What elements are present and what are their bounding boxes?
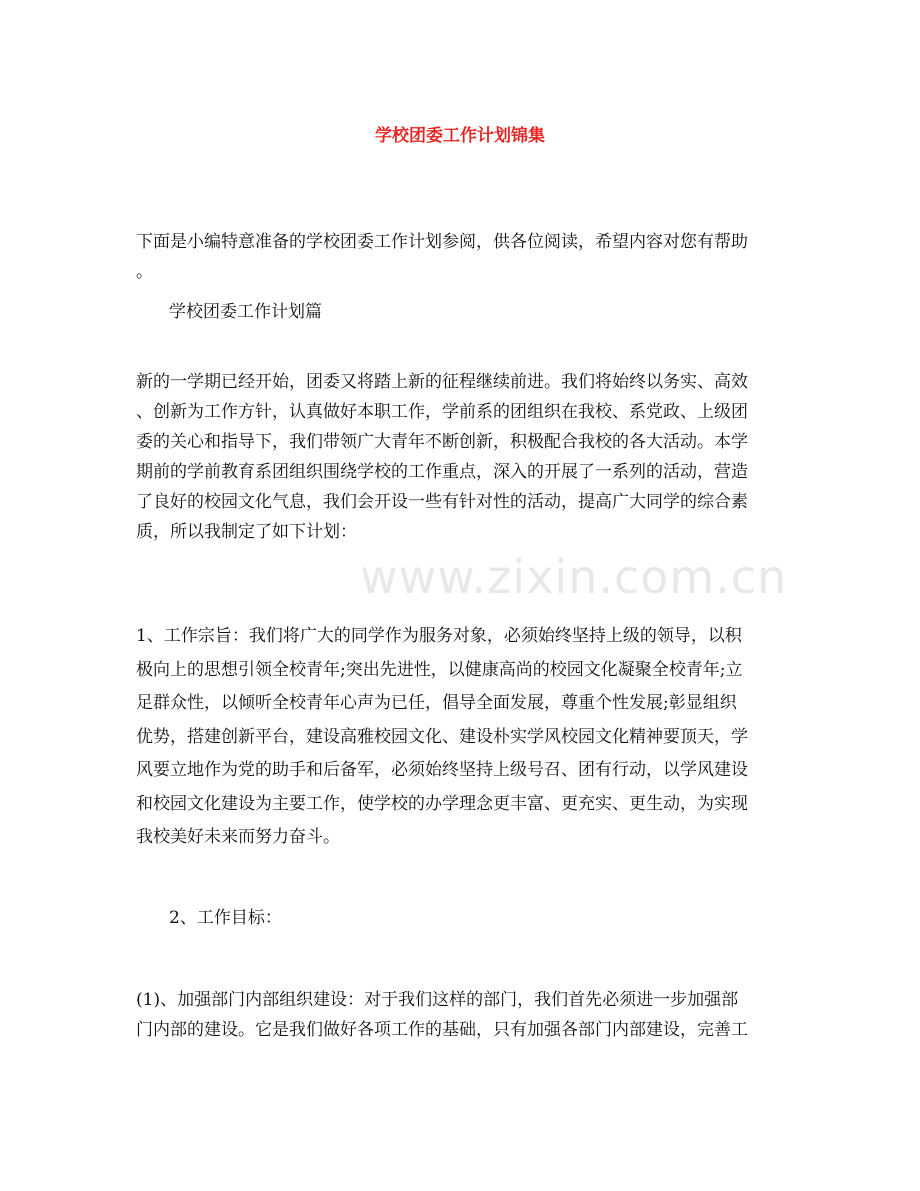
text-line: 和校园文化建设为主要工作，使学校的办学理念更丰富、更充实、更生动，为实现	[136, 793, 748, 814]
text-line: 我校美好未来而努力奋斗。	[136, 827, 340, 847]
text-line: 。	[136, 262, 153, 282]
text-line: 风要立地作为党的助手和后备军，必须始终坚持上级号召、团有行动，以学风建设	[136, 760, 748, 780]
text-line: 足群众性，以倾听全校青年心声为已任，倡导全面发展，尊重个性发展;彰显组织	[136, 693, 737, 713]
body-paragraph-1	[136, 367, 786, 547]
text-line: 委的关心和指导下，我们带领广大青年不断创新，积极配合我校的各大活动。本学	[136, 432, 748, 452]
text-line: (1)、加强部门内部组织建设：对于我们这样的部门，我们首先必须进一步加强部	[136, 990, 739, 1010]
text-line: 新的一学期已经开始，团委又将踏上新的征程继续前进。我们将始终以务实、高效	[136, 372, 748, 392]
text-line: 了良好的校园文化气息，我们会开设一些有针对性的活动，提高广大同学的综合素	[136, 492, 748, 512]
text-line: 门内部的建设。它是我们做好各项工作的基础，只有加强各部门内部建设，完善工	[136, 1020, 748, 1040]
body-paragraph-2	[136, 620, 786, 855]
text-line: 期前的学前教育系团组织围绕学校的工作重点，深入的开展了一系列的活动，营造	[136, 462, 748, 482]
intro-paragraph	[136, 227, 786, 287]
text-line: 极向上的思想引领全校青年;突出先进性，以健康高尚的校园文化凝聚全校青年;立	[136, 659, 743, 680]
document-title: 学校团委工作计划锦集	[375, 126, 545, 146]
goal-heading: 2、工作目标：	[169, 908, 282, 928]
text-line: 、创新为工作方针，认真做好本职工作，学前系的团组织在我校、系党政、上级团	[136, 402, 748, 422]
body-paragraph-3	[136, 985, 786, 1045]
text-line: 优势，搭建创新平台，建设高雅校园文化、建设朴实学风校园文化精神要顶天，学	[136, 726, 748, 747]
section-heading: 学校团委工作计划篇	[169, 302, 322, 322]
text-line: 下面是小编特意准备的学校团委工作计划参阅，供各位阅读，希望内容对您有帮助	[136, 232, 748, 252]
text-line: 质，所以我制定了如下计划：	[136, 522, 357, 542]
watermark: www.zixin.com.cn	[360, 550, 788, 604]
text-line: 1、工作宗旨：我们将广大的同学作为服务对象，必须始终坚持上级的领导，以积	[136, 626, 742, 646]
